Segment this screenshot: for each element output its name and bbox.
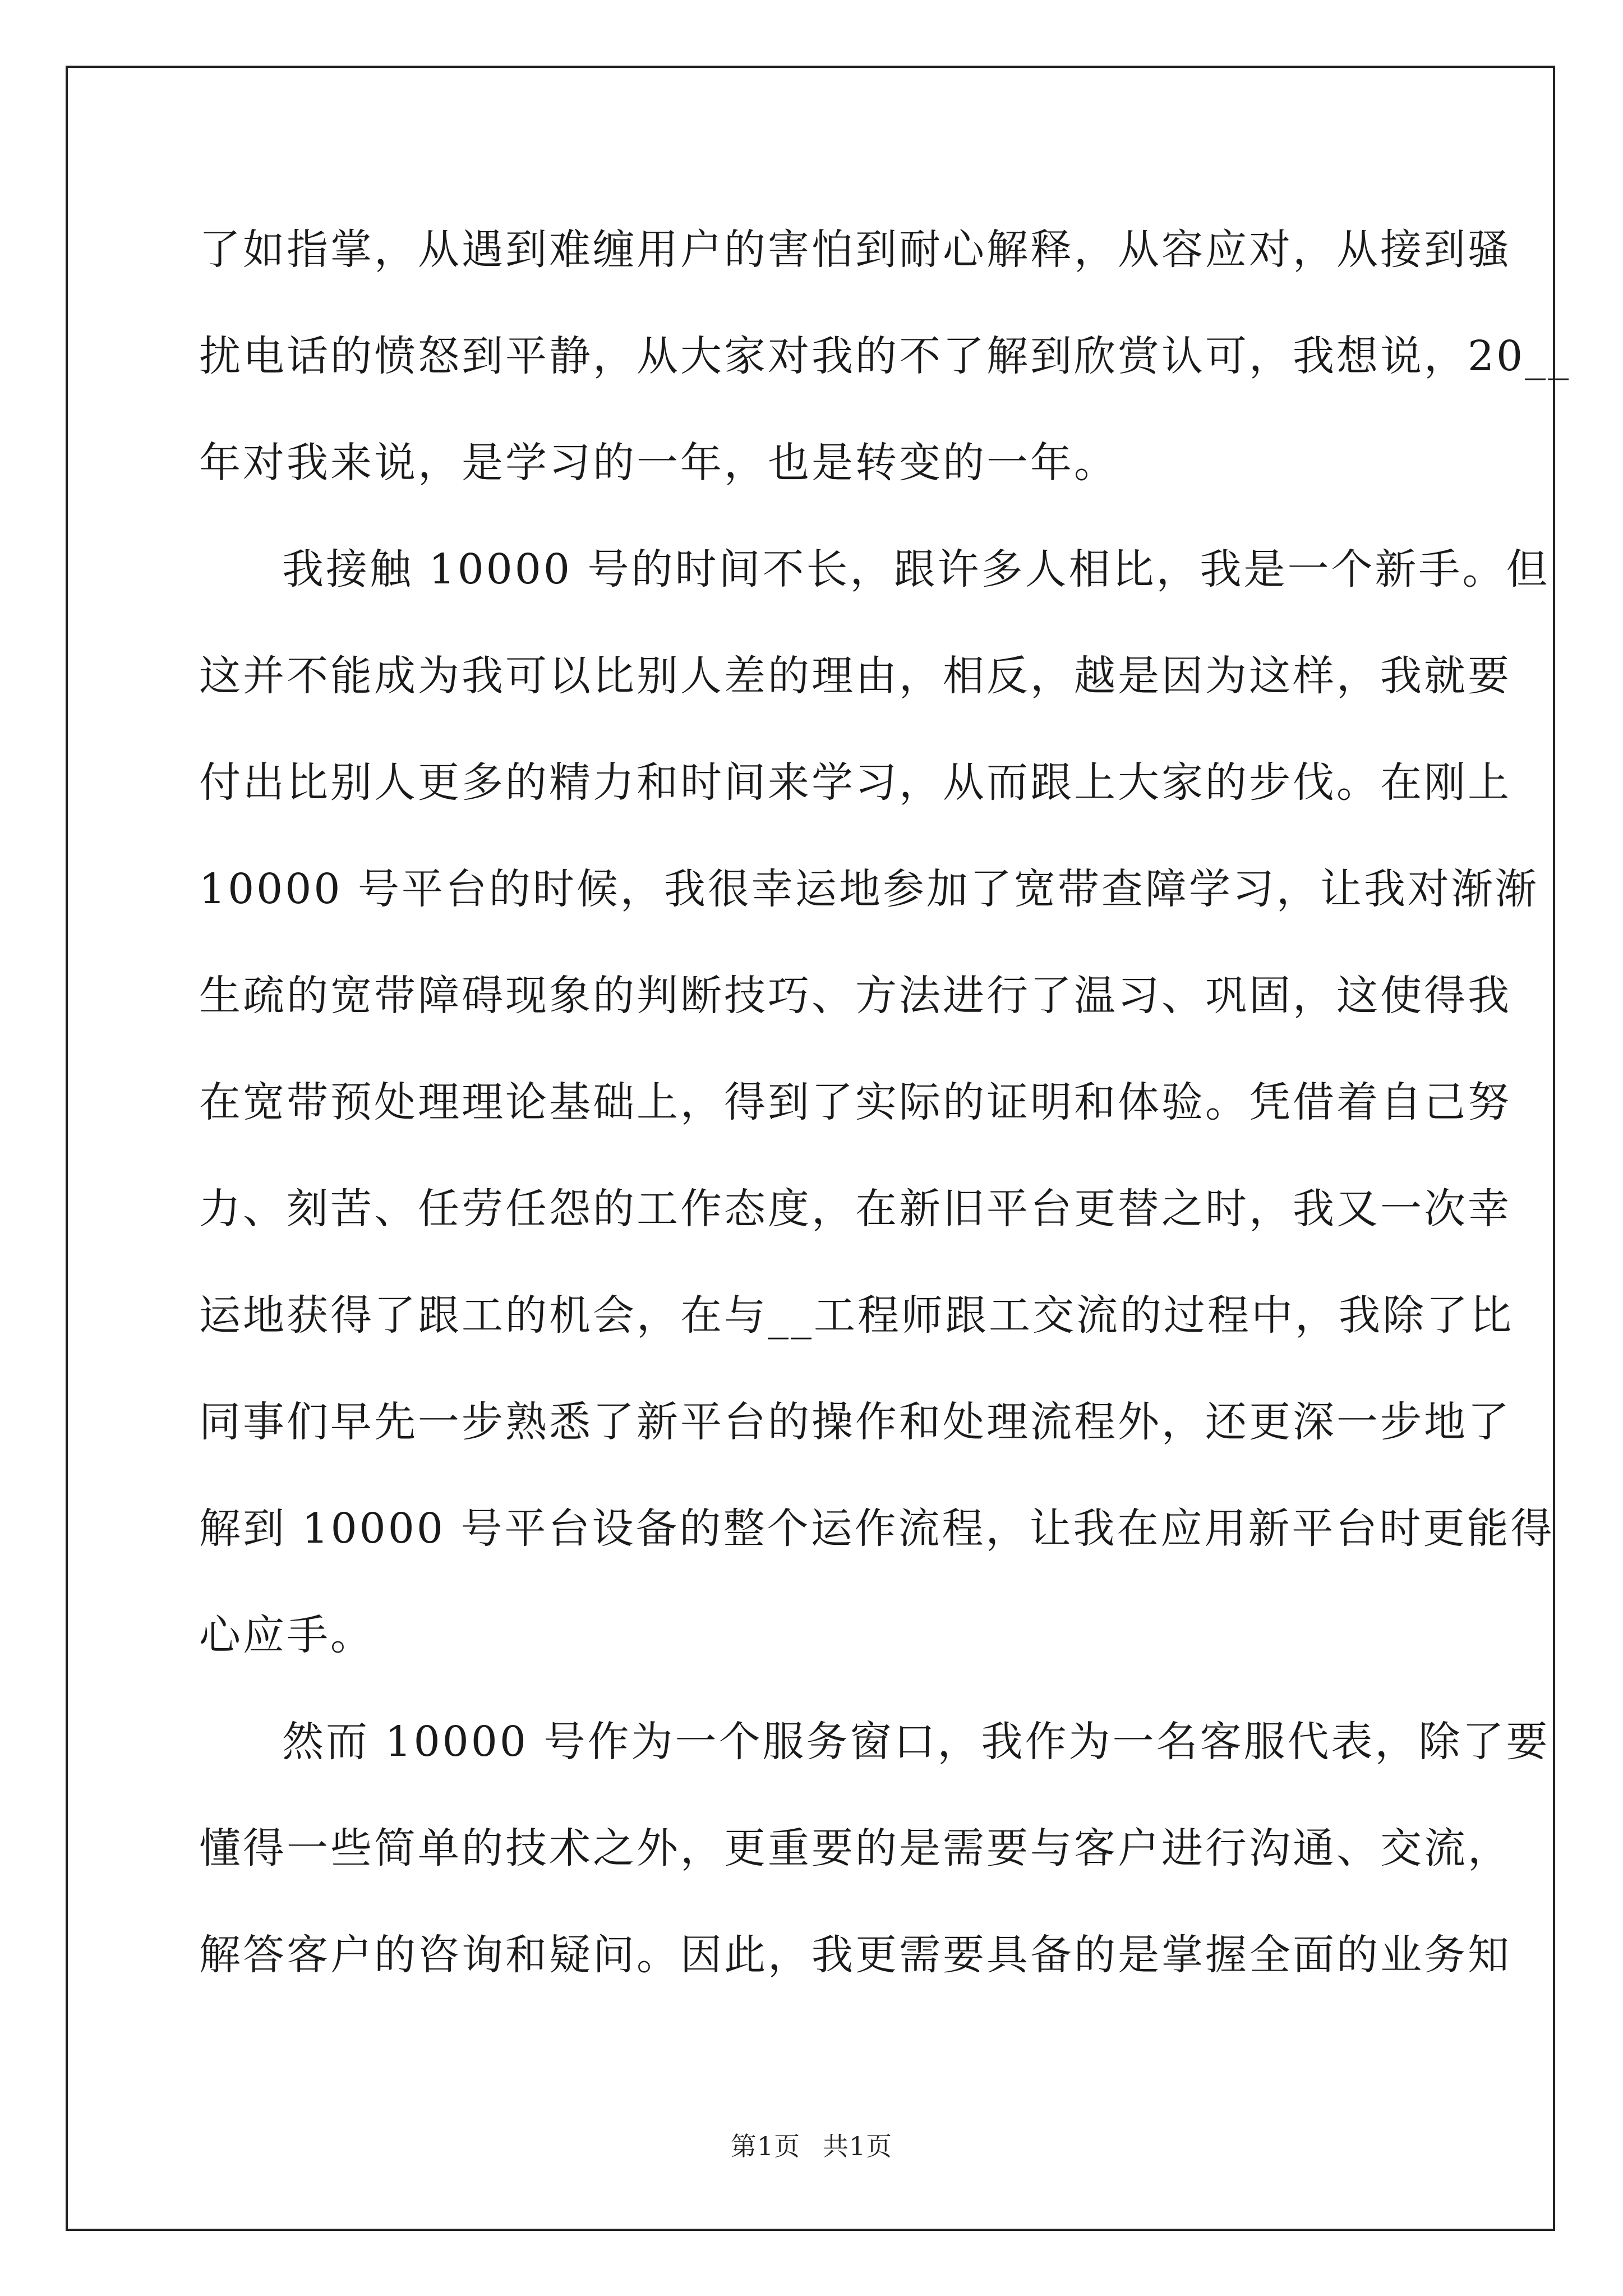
page-number: 第1页 (730, 2131, 801, 2161)
text-line: 扰电话的愤怒到平静，从大家对我的不了解到欣赏认可，我想说，20__ (199, 332, 1571, 380)
paragraph (199, 216, 1571, 536)
text-line: 了如指掌，从遇到难缠用户的害怕到耐心解释，从容应对，从接到骚 (199, 226, 1511, 274)
text-line: 年对我来说，是学习的一年，也是转变的一年。 (199, 439, 1118, 487)
text-line: 这并不能成为我可以比别人差的理由，相反，越是因为这样，我就要 (199, 652, 1511, 700)
text-line: 10000 号平台的时候，我很幸运地参加了宽带查障学习，让我对渐渐 (199, 865, 1539, 913)
text-line: 心应手。 (199, 1611, 374, 1659)
text-line: 然而 10000 号作为一个服务窗口，我作为一名客服代表，除了要 (282, 1718, 1550, 1766)
text-line: 解到 10000 号平台设备的整个运作流程，让我在应用新平台时更能得 (199, 1504, 1555, 1553)
page-footer (0, 2126, 1623, 2163)
paragraph (199, 1708, 1550, 2028)
text-line: 懂得一些简单的技术之外，更重要的是需要与客户进行沟通、交流， (199, 1824, 1511, 1872)
page-total: 共1页 (822, 2131, 893, 2161)
text-line: 力、刻苦、任劳任怨的工作态度，在新旧平台更替之时，我又一次幸 (199, 1185, 1511, 1233)
document-body (199, 216, 1571, 2028)
text-line: 生疏的宽带障碍现象的判断技巧、方法进行了温习、巩固，这使得我 (199, 972, 1511, 1020)
text-line: 付出比别人更多的精力和时间来学习，从而跟上大家的步伐。在刚上 (199, 758, 1511, 807)
text-line: 解答客户的咨询和疑问。因此，我更需要具备的是掌握全面的业务知 (199, 1931, 1511, 1979)
text-line: 在宽带预处理理论基础上，得到了实际的证明和体验。凭借着自己努 (199, 1078, 1511, 1126)
text-line: 同事们早先一步熟悉了新平台的操作和处理流程外，还更深一步地了 (199, 1398, 1511, 1446)
paragraph (199, 536, 1555, 1708)
text-line: 我接触 10000 号的时间不长，跟许多人相比，我是一个新手。但 (282, 545, 1550, 593)
text-line: 运地获得了跟工的机会，在与__工程师跟工交流的过程中，我除了比 (199, 1291, 1514, 1340)
